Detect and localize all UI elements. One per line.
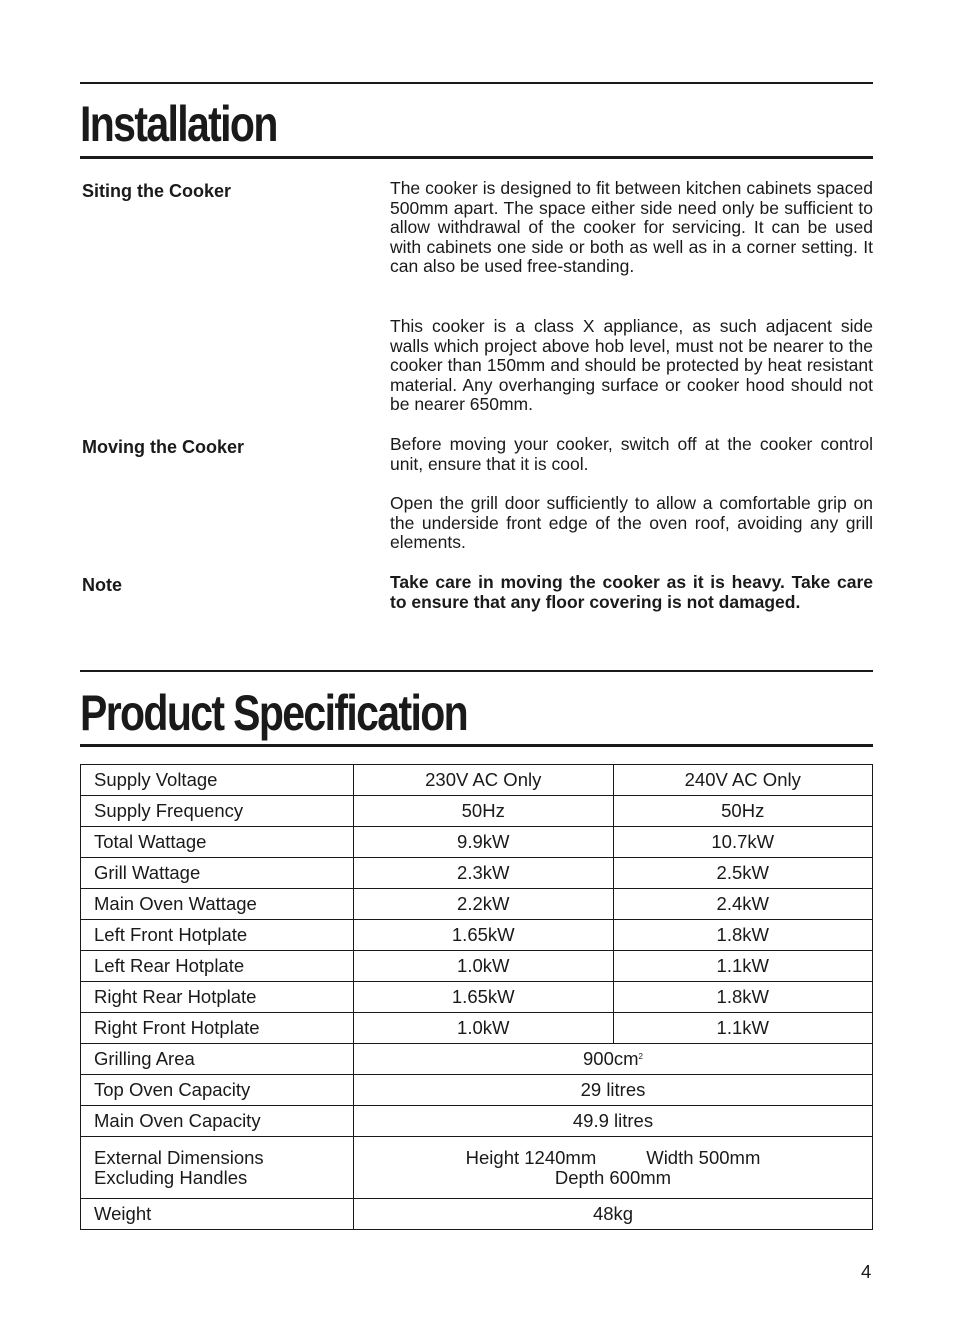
dimension-height: Height 1240mm <box>465 1146 597 1168</box>
value-230v: 9.9kW <box>354 827 614 858</box>
row-label: Grill Wattage <box>81 858 354 889</box>
row-label: Top Oven Capacity <box>81 1075 354 1106</box>
value-230v: 1.0kW <box>354 951 614 982</box>
note-text: Take care in moving the cooker as it is heavy. Take care to ensure that any floor covering is not damaged. <box>390 572 873 612</box>
table-row <box>81 1137 873 1199</box>
grilling-area-unit-superscript: 2 <box>638 1052 643 1061</box>
value-240v: 1.1kW <box>613 951 873 982</box>
spec-top-rule <box>80 670 873 672</box>
value-230v: 2.3kW <box>354 858 614 889</box>
specification-table <box>80 764 873 1230</box>
moving-paragraph-1: Before moving your cooker, switch off at the cooker control unit, ensure that it is cool. <box>390 434 873 474</box>
value-230v: 50Hz <box>354 796 614 827</box>
moving-heading: Moving the Cooker <box>82 437 245 457</box>
note-heading: Note <box>82 575 122 595</box>
row-label: Supply Frequency <box>81 796 354 827</box>
table-row <box>81 1075 873 1106</box>
specification-title: Product Specification <box>80 685 468 741</box>
table-row <box>81 982 873 1013</box>
row-label: Right Rear Hotplate <box>81 982 354 1013</box>
value-230v: 1.65kW <box>354 920 614 951</box>
siting-paragraph-1: The cooker is designed to fit between kitchen cabinets spaced 500mm apart. The space either side need only be sufficient to allow withdrawal of the cooker for servicing. It can be used with cabinets one side or both as well as in a corner setting. It can also be used free-standing. <box>390 178 873 277</box>
installation-title-underline <box>80 156 873 159</box>
dimensions-label-line-1: External Dimensions <box>94 1146 264 1168</box>
grilling-area-value <box>354 1044 873 1075</box>
value-230v: 2.2kW <box>354 889 614 920</box>
value-240v: 50Hz <box>613 796 873 827</box>
table-row <box>81 1013 873 1044</box>
dimensions-line-1 <box>354 1148 872 1168</box>
dimensions-value <box>354 1137 873 1199</box>
row-label: Left Front Hotplate <box>81 920 354 951</box>
table-row <box>81 765 873 796</box>
moving-paragraph-2: Open the grill door sufficiently to allow a comfortable grip on the underside front edge of the oven roof, avoiding any grill elements. <box>390 493 873 553</box>
row-label: Supply Voltage <box>81 765 354 796</box>
value-240v: 240V AC Only <box>613 765 873 796</box>
siting-paragraph-2: This cooker is a class X appliance, as such adjacent side walls which project above hob level, must not be nearer to the cooker than 150mm and should be protected by heat resistant material. Any overhanging surface or cooker hood should not be nearer 650mm. <box>390 316 873 415</box>
value-240v: 1.8kW <box>613 920 873 951</box>
value-240v: 2.4kW <box>613 889 873 920</box>
row-label: Main Oven Wattage <box>81 889 354 920</box>
value-240v: 10.7kW <box>613 827 873 858</box>
grilling-area-number: 900cm <box>583 1048 639 1069</box>
table-row <box>81 920 873 951</box>
top-rule <box>80 82 873 84</box>
row-label: Grilling Area <box>81 1044 354 1075</box>
row-label <box>81 1137 354 1199</box>
dimension-width: Width 500mm <box>646 1146 761 1168</box>
row-label: Main Oven Capacity <box>81 1106 354 1137</box>
table-row <box>81 1044 873 1075</box>
table-row <box>81 951 873 982</box>
weight-value: 48kg <box>354 1199 873 1230</box>
table-row <box>81 827 873 858</box>
value-240v: 2.5kW <box>613 858 873 889</box>
table-row <box>81 858 873 889</box>
installation-title: Installation <box>80 96 277 152</box>
top-oven-value: 29 litres <box>354 1075 873 1106</box>
page-number: 4 <box>861 1261 872 1282</box>
siting-heading: Siting the Cooker <box>82 181 232 201</box>
row-label: Total Wattage <box>81 827 354 858</box>
main-oven-value: 49.9 litres <box>354 1106 873 1137</box>
table-row <box>81 796 873 827</box>
specification-title-underline <box>80 744 873 747</box>
row-label: Left Rear Hotplate <box>81 951 354 982</box>
value-240v: 1.8kW <box>613 982 873 1013</box>
value-230v: 230V AC Only <box>354 765 614 796</box>
table-row <box>81 1199 873 1230</box>
value-230v: 1.65kW <box>354 982 614 1013</box>
row-label: Right Front Hotplate <box>81 1013 354 1044</box>
table-row <box>81 1106 873 1137</box>
value-230v: 1.0kW <box>354 1013 614 1044</box>
row-label: Weight <box>81 1199 354 1230</box>
dimension-depth: Depth 600mm <box>554 1166 672 1188</box>
value-240v: 1.1kW <box>613 1013 873 1044</box>
table-row <box>81 889 873 920</box>
dimensions-label-line-2: Excluding Handles <box>94 1166 248 1188</box>
